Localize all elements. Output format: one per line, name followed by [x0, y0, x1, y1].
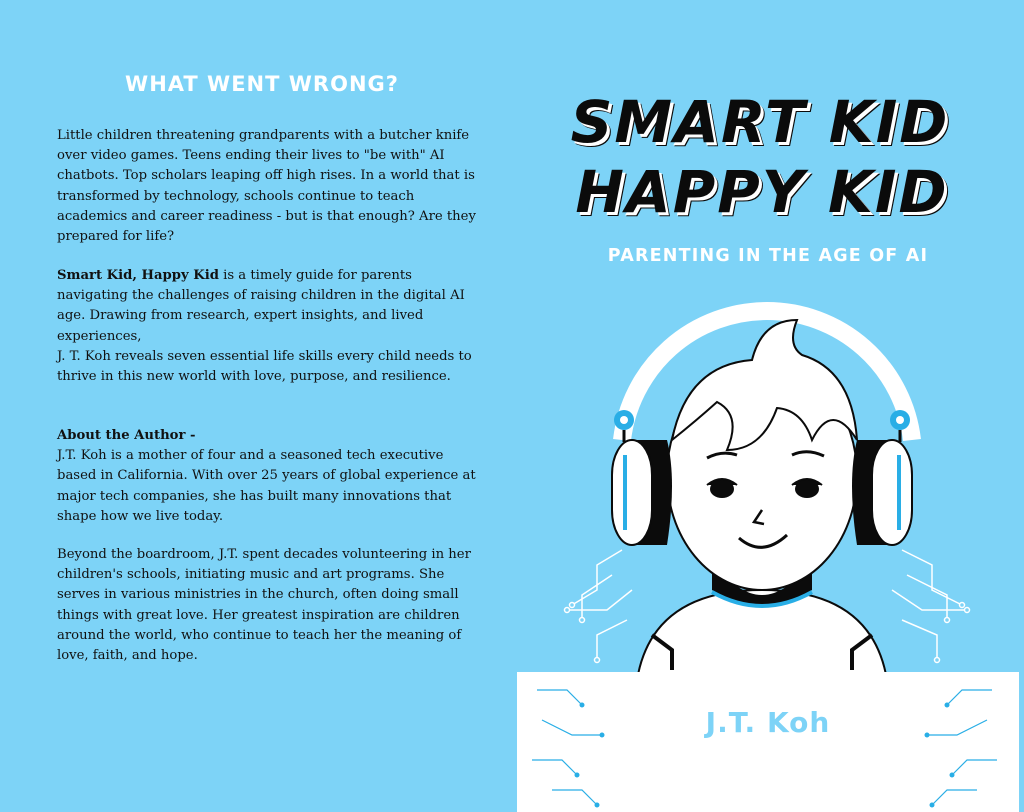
about-author-heading: About the Author - [57, 428, 196, 443]
about-author-section [57, 426, 477, 527]
description-paragraph-2 [57, 266, 477, 387]
subtitle: PARENTING IN THE AGE OF AI [607, 246, 929, 266]
title-line-1: SMART KID [570, 88, 950, 156]
name-plate [517, 672, 1019, 812]
front-cover [512, 0, 1024, 812]
title-line-2: HAPPY KID [575, 158, 949, 226]
description-paragraph-2-line2: J. T. Koh reveals seven essential life skills every child needs to thrive in this new world with love, purpose, and resilience. [57, 348, 472, 385]
back-cover-heading: WHAT WENT WRONG? [125, 72, 399, 96]
book-title-bold: Smart Kid, Happy Kid [57, 268, 219, 283]
about-author-text: J.T. Koh is a mother of four and a seasoned tech executive based in California. With over 25 years of global experience at major tech companies, she has built many innovations that shape how we live today. [57, 448, 476, 524]
author-name: J.T. Koh [705, 706, 831, 739]
author-bio-paragraph: Beyond the boardroom, J.T. spent decades volunteering in her children's schools, initiating music and art programs. She serves in various ministries in the church, often doing small things with great love. Her greatest inspiration are children around the world, who continue to teach her the meaning of love, faith, and hope. [57, 547, 471, 664]
description-paragraph-1: Little children threatening grandparents with a butcher knife over video games. Teens ending their lives to "be with" AI chatbots. Top scholars leaping off high rises. In a world that is transformed by technology, schools continue to teach academics and career readiness - but is that enough? Are they prepared for life? [57, 128, 476, 245]
description-paragraph-2-text: is a timely guide for parents navigating the challenges of raising children in the digital AI age. Drawing from research, expert insights, and lived experiences, [57, 268, 465, 344]
